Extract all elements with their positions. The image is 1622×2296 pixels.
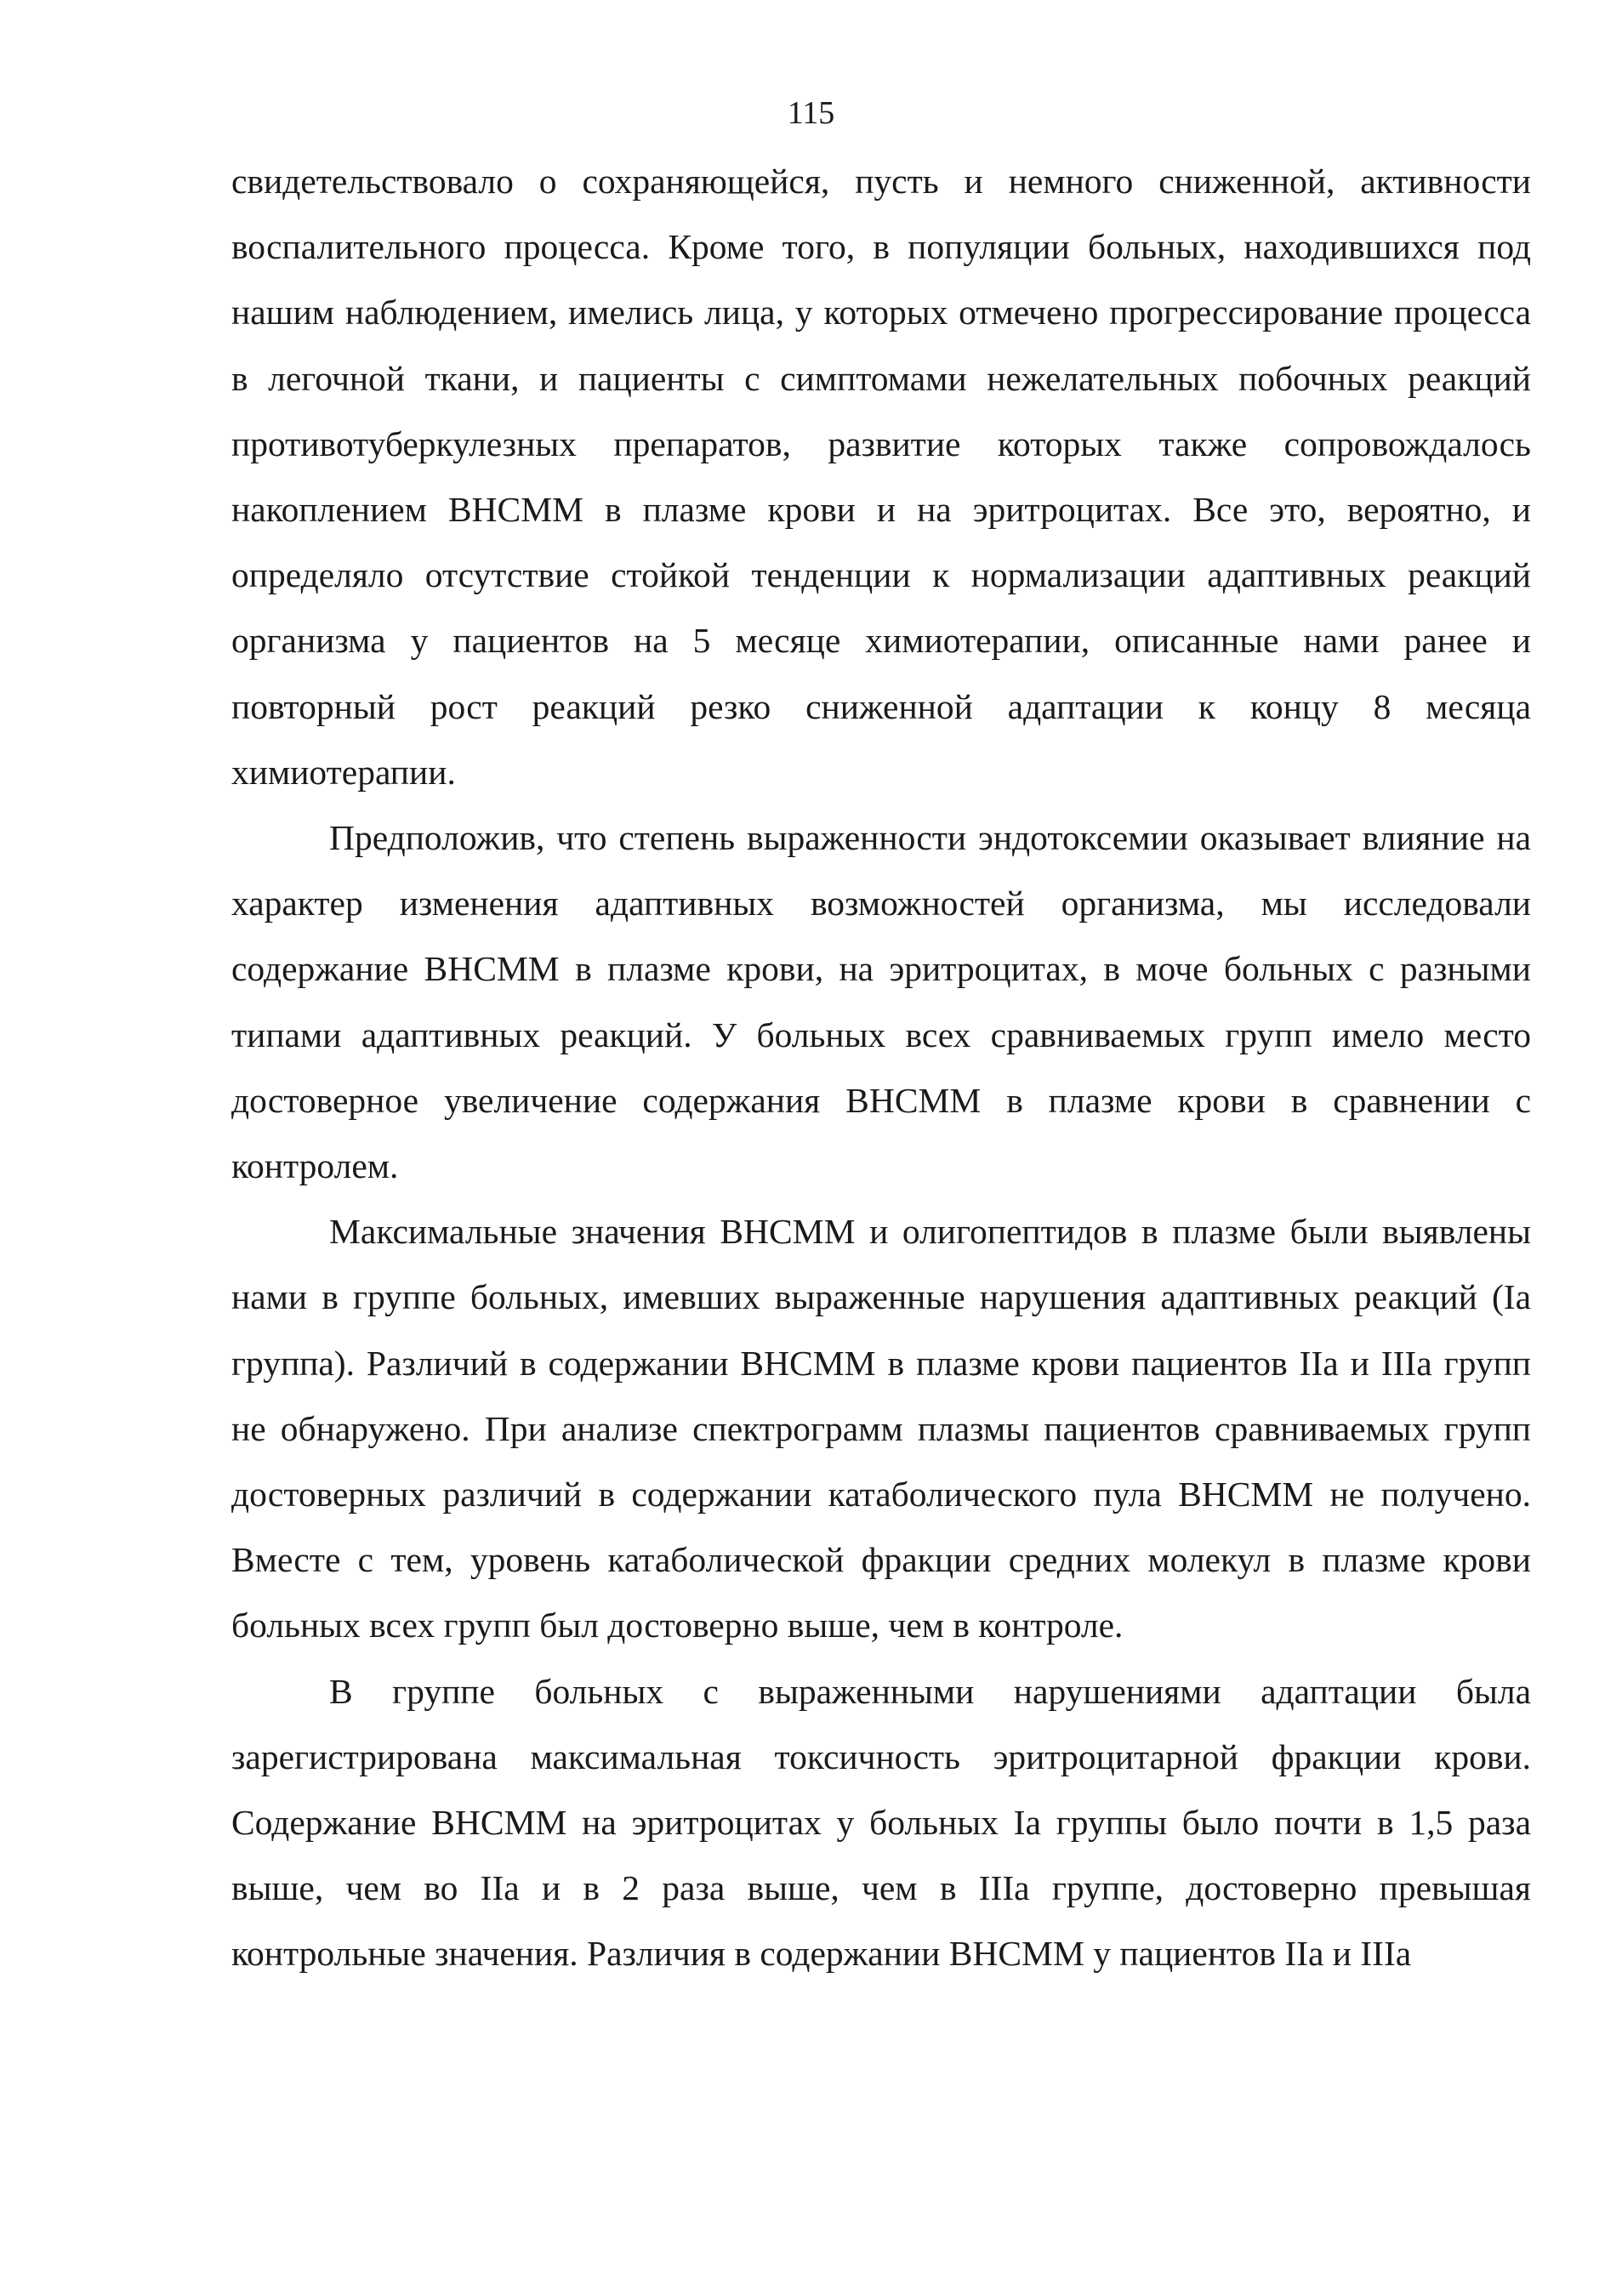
paragraph-endotoxemia: Предположив, что степень выраженности эндотоксемии оказывает влияние на характер изменения адаптивных возможностей организма, мы исследовали содержание ВНСММ в плазме крови, на эритроцитах, в моче больных с разными типами адаптивных реакций. У больных всех сравниваемых групп имело место достоверное увеличение содержания ВНСММ в плазме крови в сравнении с контролем. <box>231 818 1531 1186</box>
paragraph-plasma: Максимальные значения ВНСММ и олигопептидов в плазме были выявлены нами в группе больных, имевших выраженные нарушения адаптивных реакций (Iа группа). Различий в содержании ВНСММ в плазме крови пациентов IIа и IIIа групп не обнаружено. При анализе спектрограмм плазмы пациентов сравниваемых групп достоверных различий в содержании катаболического пула ВНСММ не получено. Вместе с тем, уровень катаболической фракции средних молекул в плазме крови больных всех групп был достоверно выше, чем в контроле. <box>231 1212 1531 1645</box>
body-text <box>231 149 1531 1987</box>
paragraph-erythrocytes: В группе больных с выраженными нарушениями адаптации была зарегистрирована максимальная токсичность эритроцитарной фракции крови. Содержание ВНСММ на эритроцитах у больных Iа группы было почти в 1,5 раза выше, чем во IIа и в 2 раза выше, чем в IIIа группе, достоверно превышая контрольные значения. Различия в содержании ВНСММ у пациентов IIа и IIIа <box>231 1671 1531 1974</box>
page-number: 115 <box>787 95 835 131</box>
paragraph-continuation: свидетельствовало о сохраняющейся, пусть и немного сниженной, активности воспалительного процесса. Кроме того, в популяции больных, находившихся под нашим наблюдением, имелись лица, у которых отмечено прогрессирование процесса в легочной ткани, и пациенты с симптомами нежелательных побочных реакций противотуберкулезных препаратов, развитие которых также сопровождалось накоплением ВНСММ в плазме крови и на эритроцитах. Все это, вероятно, и определяло отсутствие стойкой тенденции к нормализации адаптивных реакций организма у пациентов на 5 месяце химиотерапии, описанные нами ранее и повторный рост реакций резко сниженной адаптации к концу 8 месяца химиотерапии. <box>231 162 1531 792</box>
